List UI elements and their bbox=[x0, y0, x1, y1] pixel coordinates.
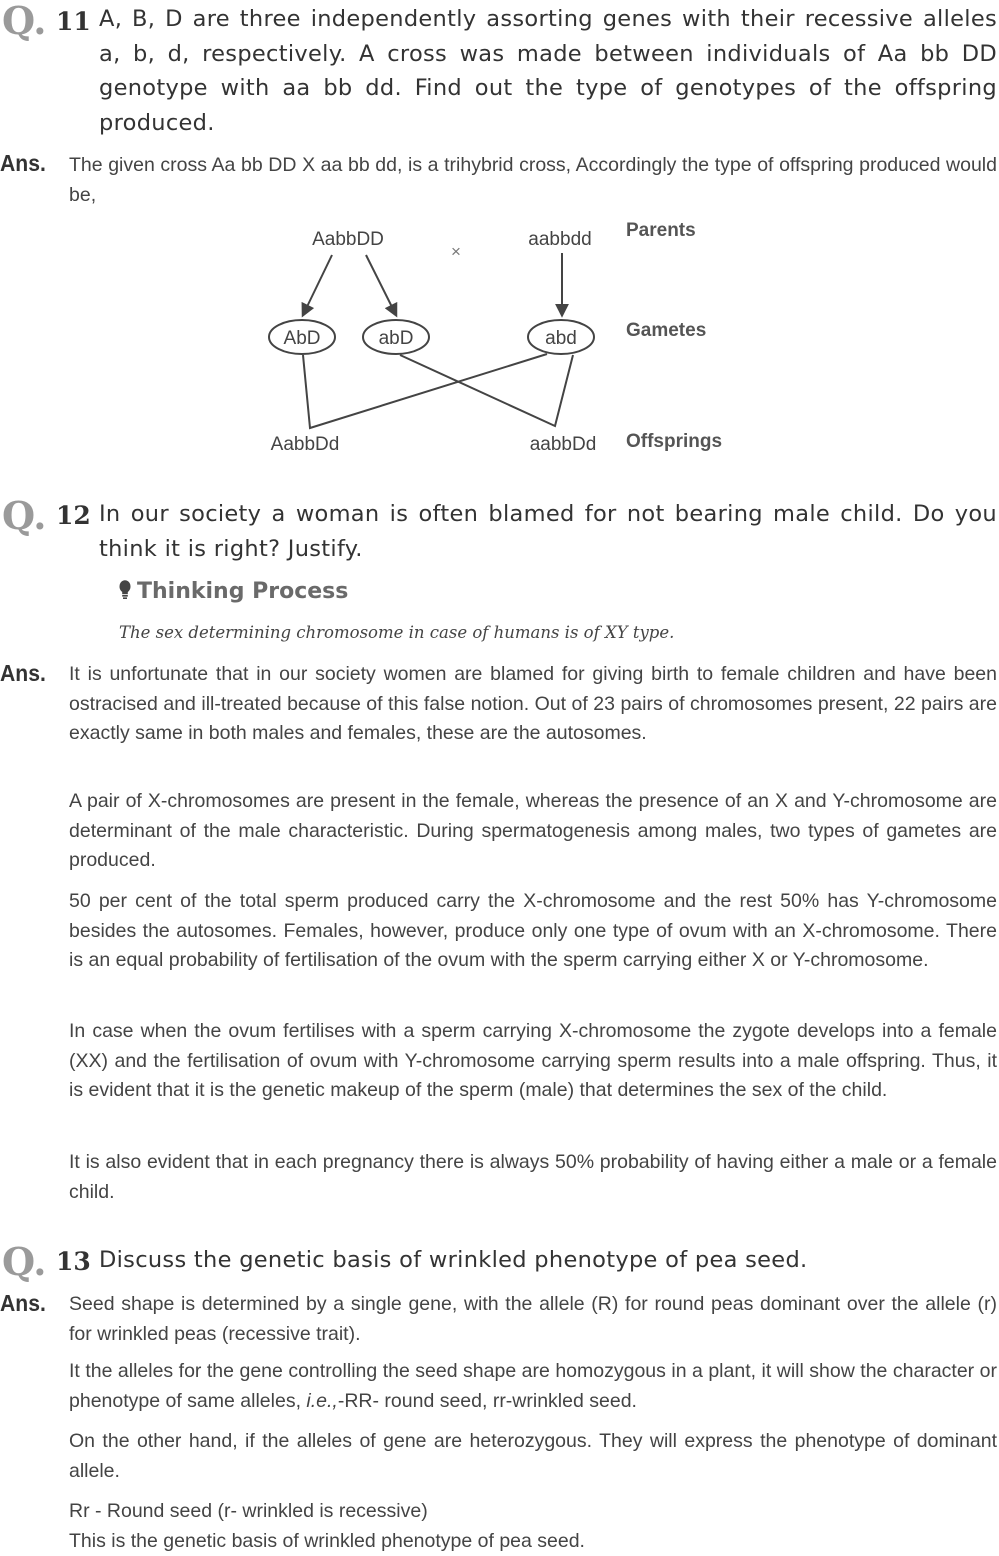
question-number-12: 12 bbox=[56, 503, 91, 528]
lightbulb-icon bbox=[119, 580, 131, 600]
question-mark-q11: Q. bbox=[2, 2, 46, 40]
question-number-13: 13 bbox=[56, 1249, 91, 1274]
answer-13-p2-italic: i.e., bbox=[306, 1390, 337, 1412]
answer-13-paragraph-4 bbox=[69, 1497, 997, 1556]
arrow-parent1-to-abD bbox=[366, 255, 396, 315]
gamete-abD: abD bbox=[379, 328, 414, 349]
parent-1-label: AabbDD bbox=[312, 229, 384, 250]
question-number-11: 11 bbox=[56, 9, 91, 34]
line-AbD-abd-to-AabbDd bbox=[303, 354, 547, 428]
answer-13-conclusion: This is the genetic basis of wrinkled phenotype of pea seed. bbox=[69, 1527, 997, 1556]
answer-13-paragraph-1: Seed shape is determined by a single gene, with the allele (R) for round peas dominant over the allele (r) for wrinkled peas (recessive trait). bbox=[69, 1290, 997, 1349]
answer-12-paragraph-5: It is also evident that in each pregnancy there is always 50% probability of having either a male or a female child. bbox=[69, 1148, 997, 1207]
row-label-offsprings: Offsprings bbox=[626, 431, 722, 452]
row-label-gametes: Gametes bbox=[626, 320, 706, 341]
line-abD-abd-to-aabbDd bbox=[400, 355, 573, 426]
gamete-abd: abd bbox=[545, 328, 577, 349]
thinking-process-heading: Thinking Process bbox=[137, 579, 348, 604]
answer-13-p2-tail: -RR- round seed, rr-wrinkled seed. bbox=[338, 1390, 637, 1412]
question-13-text: Discuss the genetic basis of wrinkled phenotype of pea seed. bbox=[99, 1243, 997, 1278]
question-mark-q12: Q. bbox=[2, 497, 46, 535]
offspring-aabbDd: aabbDd bbox=[530, 434, 597, 455]
thinking-process-heading-row bbox=[119, 579, 348, 604]
question-12-text: In our society a woman is often blamed for not bearing male child. Do you think it is right? Justify. bbox=[99, 497, 997, 566]
offspring-AabbDd: AabbDd bbox=[271, 434, 340, 455]
answer-12-paragraph-2: A pair of X-chromosomes are present in the female, whereas the presence of an X and Y-chromosome are determinant of the male characteristic. During spermatogenesis among males, two types of gametes are produced. bbox=[69, 787, 997, 876]
answer-label-q11: Ans. bbox=[0, 150, 46, 177]
cross-symbol: × bbox=[451, 242, 461, 261]
row-label-parents: Parents bbox=[626, 220, 696, 241]
answer-label-q13: Ans. bbox=[0, 1290, 46, 1317]
answer-12-paragraph-3: 50 per cent of the total sperm produced carry the X-chromosome and the rest 50% has Y-chromosome besides the autosomes. Females, however, produce only one type of ovum with an X-chromosome. There is an equal probability of fertilisation of the ovum with the sperm carrying either X or Y-chromosome. bbox=[69, 887, 997, 976]
answer-label-q12: Ans. bbox=[0, 660, 46, 687]
gamete-AbD: AbD bbox=[284, 328, 321, 349]
answer-11-text: The given cross Aa bb DD X aa bb dd, is a trihybrid cross, Accordingly the type of offspring produced would be, bbox=[69, 151, 997, 210]
answer-13-paragraph-2 bbox=[69, 1357, 997, 1416]
question-11-text: A, B, D are three independently assorting genes with their recessive alleles a, b, d, respectively. A cross was made between individuals of Aa bb DD genotype with aa bb dd. Find out the type of genotypes of the offspring produced. bbox=[99, 2, 997, 140]
arrow-parent1-to-AbD bbox=[303, 255, 332, 315]
trihybrid-cross-diagram bbox=[0, 215, 999, 475]
answer-13-paragraph-3: On the other hand, if the alleles of gene are heterozygous. They will express the phenotype of dominant allele. bbox=[69, 1427, 997, 1486]
answer-12-paragraph-4: In case when the ovum fertilises with a sperm carrying X-chromosome the zygote develops into a female (XX) and the fertilisation of ovum with Y-chromosome carrying sperm results into a male offspring. Thus, it is evident that it is the genetic makeup of the sperm (male) that determines the sex of the child. bbox=[69, 1017, 997, 1106]
answer-12-paragraph-1: It is unfortunate that in our society women are blamed for giving birth to female children and have been ostracised and ill-treated because of this false notion. Out of 23 pairs of chromosomes present, 22 pairs are exactly same in both males and females, these are the autosomes. bbox=[69, 660, 997, 749]
parent-2-label: aabbdd bbox=[528, 229, 591, 250]
thinking-process-text: The sex determining chromosome in case of humans is of XY type. bbox=[119, 623, 674, 642]
answer-13-rr-line: Rr - Round seed (r- wrinkled is recessive) bbox=[69, 1497, 997, 1527]
question-mark-q13: Q. bbox=[2, 1243, 46, 1281]
answer-13-p2-text: It the alleles for the gene controlling the seed shape are homozygous in a plant, it will show the character or phenotype of same alleles, bbox=[69, 1360, 997, 1412]
